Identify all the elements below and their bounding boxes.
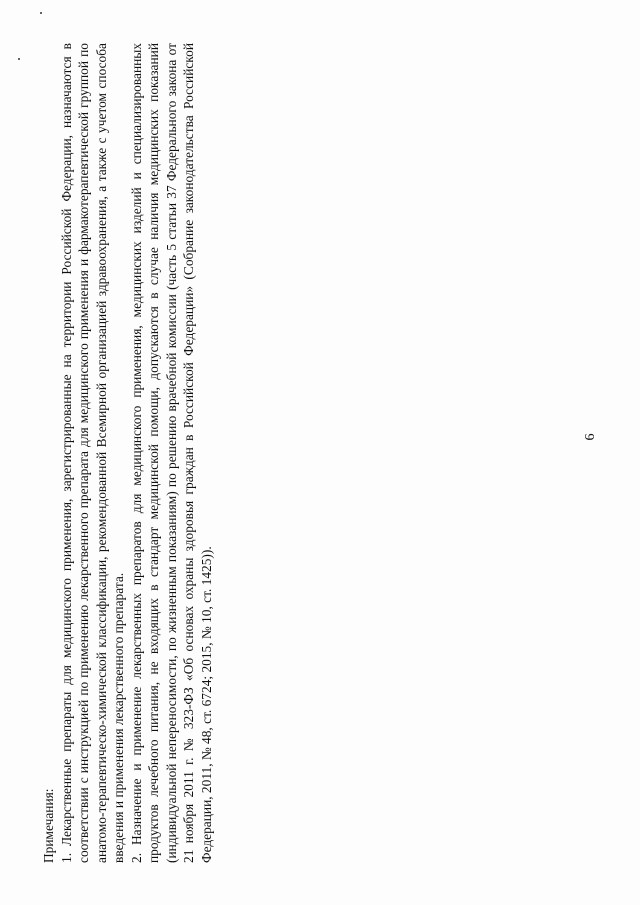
note-1: 1. Лекарственные препараты для медицинского применения, зарегистрированные на территории Российской Федерации, назначаются в соответствии с инструкцией по применению лекарственного препарата для медицинского применения и фармакотерапевтической группой по анатомо-терапевтическо-химической классификации, рекомендованной Всемирной организацией здравоохранения, а также с учетом способа введения и применения лекарственного препарата. — [58, 43, 126, 863]
scan-speck — [18, 58, 20, 60]
scan-speck — [40, 12, 42, 14]
notes-heading: Примечания: — [41, 788, 56, 863]
note-2: 2. Назначение и применение лекарственных препаратов для медицинского применения, медицинских изделий и специализированных продуктов лечебного питания, не входящих в стандарт медицинской помощи, допускаются в случае наличия медицинских показаний (индивидуальной непереносимости, по жизненным показаниям) по решению врачебной комиссии (часть 5 статьи 37 Федерального закона от 21 ноября 2011 г. № 323-ФЗ «Об основах охраны здоровья граждан в Российской Федерации» (Собрание законодательства Российской Федерации, 2011, № 48, ст. 6724; 2015, № 10, ст. 1425)). — [128, 43, 214, 863]
notes-block — [40, 43, 215, 863]
page-number: 6 — [583, 433, 598, 441]
